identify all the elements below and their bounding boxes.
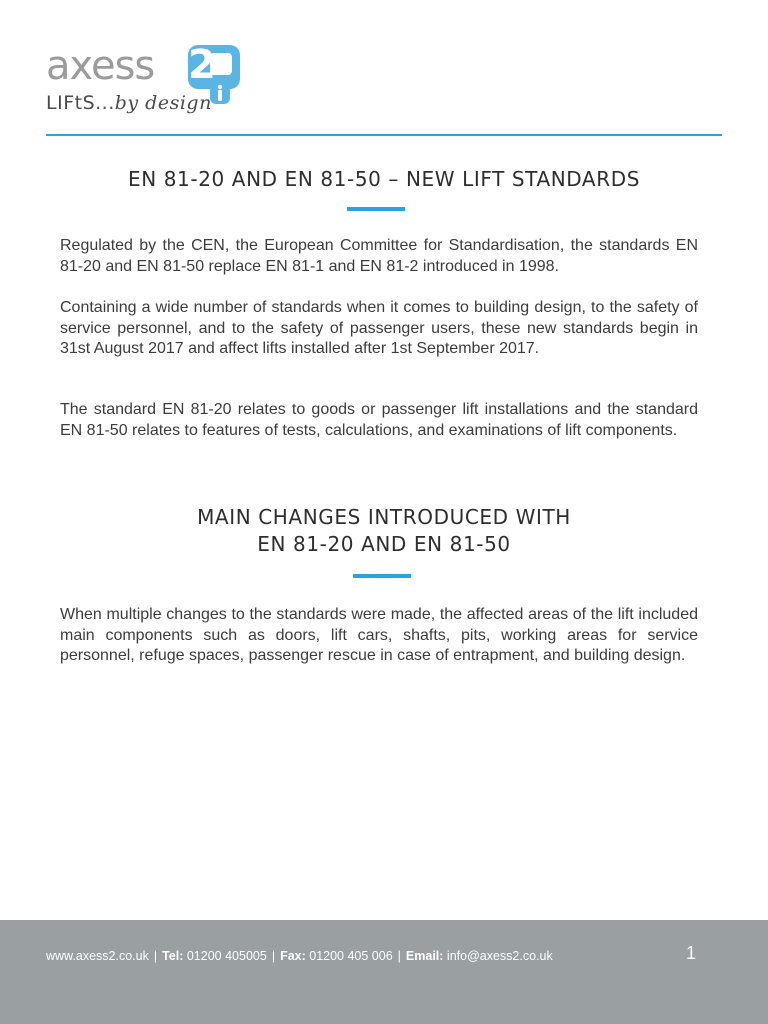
footer-separator: | (271, 949, 276, 963)
section1-paragraph-1: Regulated by the CEN, the European Committee for Standardisation, the standards EN 81-20 and EN 81-50 replace EN 81-1 and EN 81-2 introduced in 1998. (60, 237, 698, 275)
logo-tagline-prefix: LIFtS... (46, 92, 115, 114)
section1-paragraph-2: Containing a wide number of standards when it comes to building design, to the safety of service personnel, and to the safety of passenger users, these new standards begin in 31st August 2017 and affect lifts installed after 1st September 2017. (60, 299, 698, 357)
footer-bar (0, 920, 768, 1024)
logo-brand-text: axess (46, 43, 155, 89)
footer-separator: | (397, 949, 401, 963)
footer-contact-line (46, 949, 553, 963)
footer-fax-label: Fax: (280, 949, 306, 963)
footer-tel[interactable]: 01200 405005 (186, 949, 267, 963)
section1-heading: EN 81-20 AND EN 81-50 – NEW LIFT STANDARDS (127, 167, 641, 191)
footer-email-label: Email: (405, 949, 444, 963)
footer-fax: 01200 405 006 (309, 949, 393, 963)
logo-brand-digit: 2 (188, 42, 216, 88)
logo-tagline-suffix: by design (114, 92, 212, 114)
section1-paragraph-3: The standard EN 81-20 relates to goods or passenger lift installations and the standard EN 81-50 relates to features of tests, calculations, and examinations of lift components. (60, 401, 698, 439)
logo-tagline (46, 92, 212, 114)
footer-tel-label: Tel: (162, 949, 184, 963)
section1-heading-underline (347, 207, 405, 211)
page-number: 1 (686, 943, 697, 963)
footer-separator: | (153, 949, 158, 963)
section2-heading (46, 504, 722, 558)
section2-heading-underline (353, 574, 411, 578)
header-divider (46, 134, 722, 136)
footer-website[interactable]: www.axess2.co.uk (46, 949, 149, 963)
section2-paragraph: When multiple changes to the standards were made, the affected areas of the lift included main components such as doors, lift cars, shafts, pits, working areas for service personnel, refuge spaces, passenger rescue in case of entrapment, and building design. (60, 606, 698, 664)
section2-heading-line2: EN 81-20 AND EN 81-50 (257, 532, 511, 556)
axess2-logo (46, 40, 246, 120)
footer-email[interactable]: info@axess2.co.uk (446, 949, 553, 963)
section2-heading-line1: MAIN CHANGES INTRODUCED WITH (197, 505, 571, 529)
